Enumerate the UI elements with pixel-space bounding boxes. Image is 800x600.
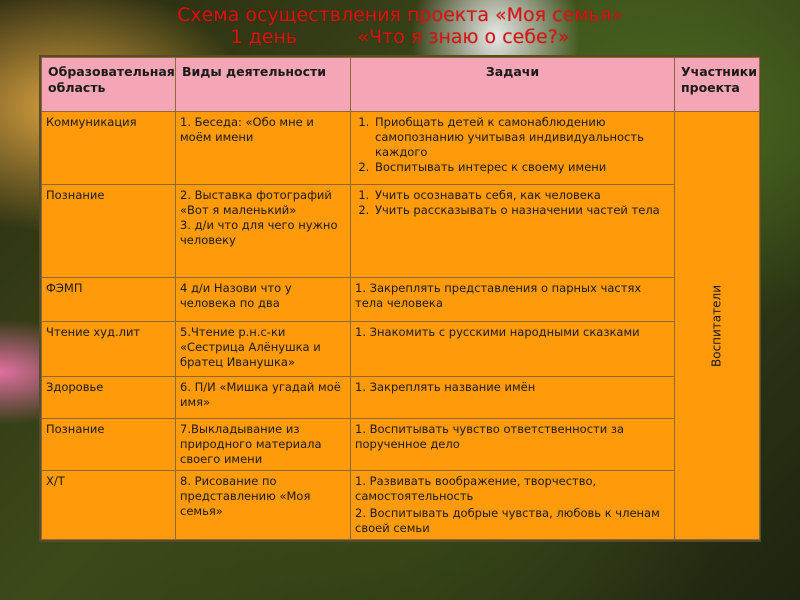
table-header-row [42, 58, 760, 112]
table-row [42, 471, 760, 540]
task-item: 1. Знакомить с русскими народными сказками [355, 325, 640, 339]
activity-line: 5.Чтение р.н.с-ки «Сестрица Алёнушка и братец Иванушка» [180, 325, 321, 369]
project-table [41, 57, 760, 540]
cell-activities [176, 185, 351, 278]
cell-activities [176, 471, 351, 540]
task-list [355, 188, 670, 218]
cell-area: Познание [42, 185, 176, 278]
header-area: Образовательная область [42, 58, 176, 112]
cell-tasks [351, 471, 675, 540]
activity-line: 6. П/И «Мишка угадай моё имя» [180, 380, 341, 409]
cell-participants [675, 112, 760, 540]
cell-area: ФЭМП [42, 278, 176, 322]
task-item: 1. Приобщать детей к самонаблюдению самопознанию учитывая индивидуальность каждого [373, 115, 670, 160]
task-item: 1. Закреплять название имён [355, 380, 536, 394]
task-item: 2. Воспитывать интерес к своему имени [373, 160, 670, 175]
header-participants: Участники проекта [675, 58, 760, 112]
cell-area: Чтение худ.лит [42, 322, 176, 377]
activity-line: 3. д/и что для чего нужно человеку [180, 218, 338, 247]
cell-area: Коммуникация [42, 112, 176, 185]
task-item: 1. Закреплять представления о парных частях тела человека [355, 281, 642, 310]
cell-activities [176, 322, 351, 377]
table-row [42, 377, 760, 419]
task-list [355, 115, 670, 175]
cell-tasks [351, 112, 675, 185]
task-item: 1. Воспитывать чувство ответственности за порученное дело [355, 422, 625, 451]
cell-activities [176, 377, 351, 419]
table-row [42, 112, 760, 185]
header-activities: Виды деятельности [176, 58, 351, 112]
cell-tasks [351, 278, 675, 322]
cell-activities [176, 112, 351, 185]
activity-line: 1. Беседа: «Обо мне и моём имени [180, 115, 314, 144]
participants-value: Воспитатели [709, 284, 724, 367]
title-line-1: Схема осуществления проекта «Моя семья» [177, 4, 623, 26]
cell-tasks [351, 185, 675, 278]
cell-activities [176, 419, 351, 471]
task-item: 1. Развивать воображение, творчество, самостоятельность [355, 474, 597, 503]
cell-tasks [351, 322, 675, 377]
table-row [42, 419, 760, 471]
activity-line: 2. Выставка фотографий «Вот я маленький» [180, 188, 332, 217]
cell-tasks [351, 419, 675, 471]
cell-area: Познание [42, 419, 176, 471]
activity-line: 8. Рисование по представлению «Моя семья» [180, 474, 311, 518]
task-item: 1. Учить осознавать себя, как человека [373, 188, 670, 203]
cell-area: Здоровье [42, 377, 176, 419]
task-item: 2. Воспитывать добрые чувства, любовь к членам своей семьи [355, 506, 660, 535]
activity-line: 7.Выкладывание из природного материала своего имени [180, 422, 322, 466]
table-row [42, 185, 760, 278]
cell-tasks [351, 377, 675, 419]
table-row [42, 278, 760, 322]
title-line-2: 1 день «Что я знаю о себе?» [230, 26, 570, 48]
activity-line: 4 д/и Назови что у человека по два [180, 281, 292, 310]
table-row [42, 322, 760, 377]
cell-activities [176, 278, 351, 322]
header-tasks: Задачи [351, 58, 675, 112]
project-table-wrapper [39, 55, 761, 542]
slide-title [0, 4, 800, 48]
task-item: 2. Учить рассказывать о назначении частей тела [373, 203, 670, 218]
cell-area: Х/Т [42, 471, 176, 540]
